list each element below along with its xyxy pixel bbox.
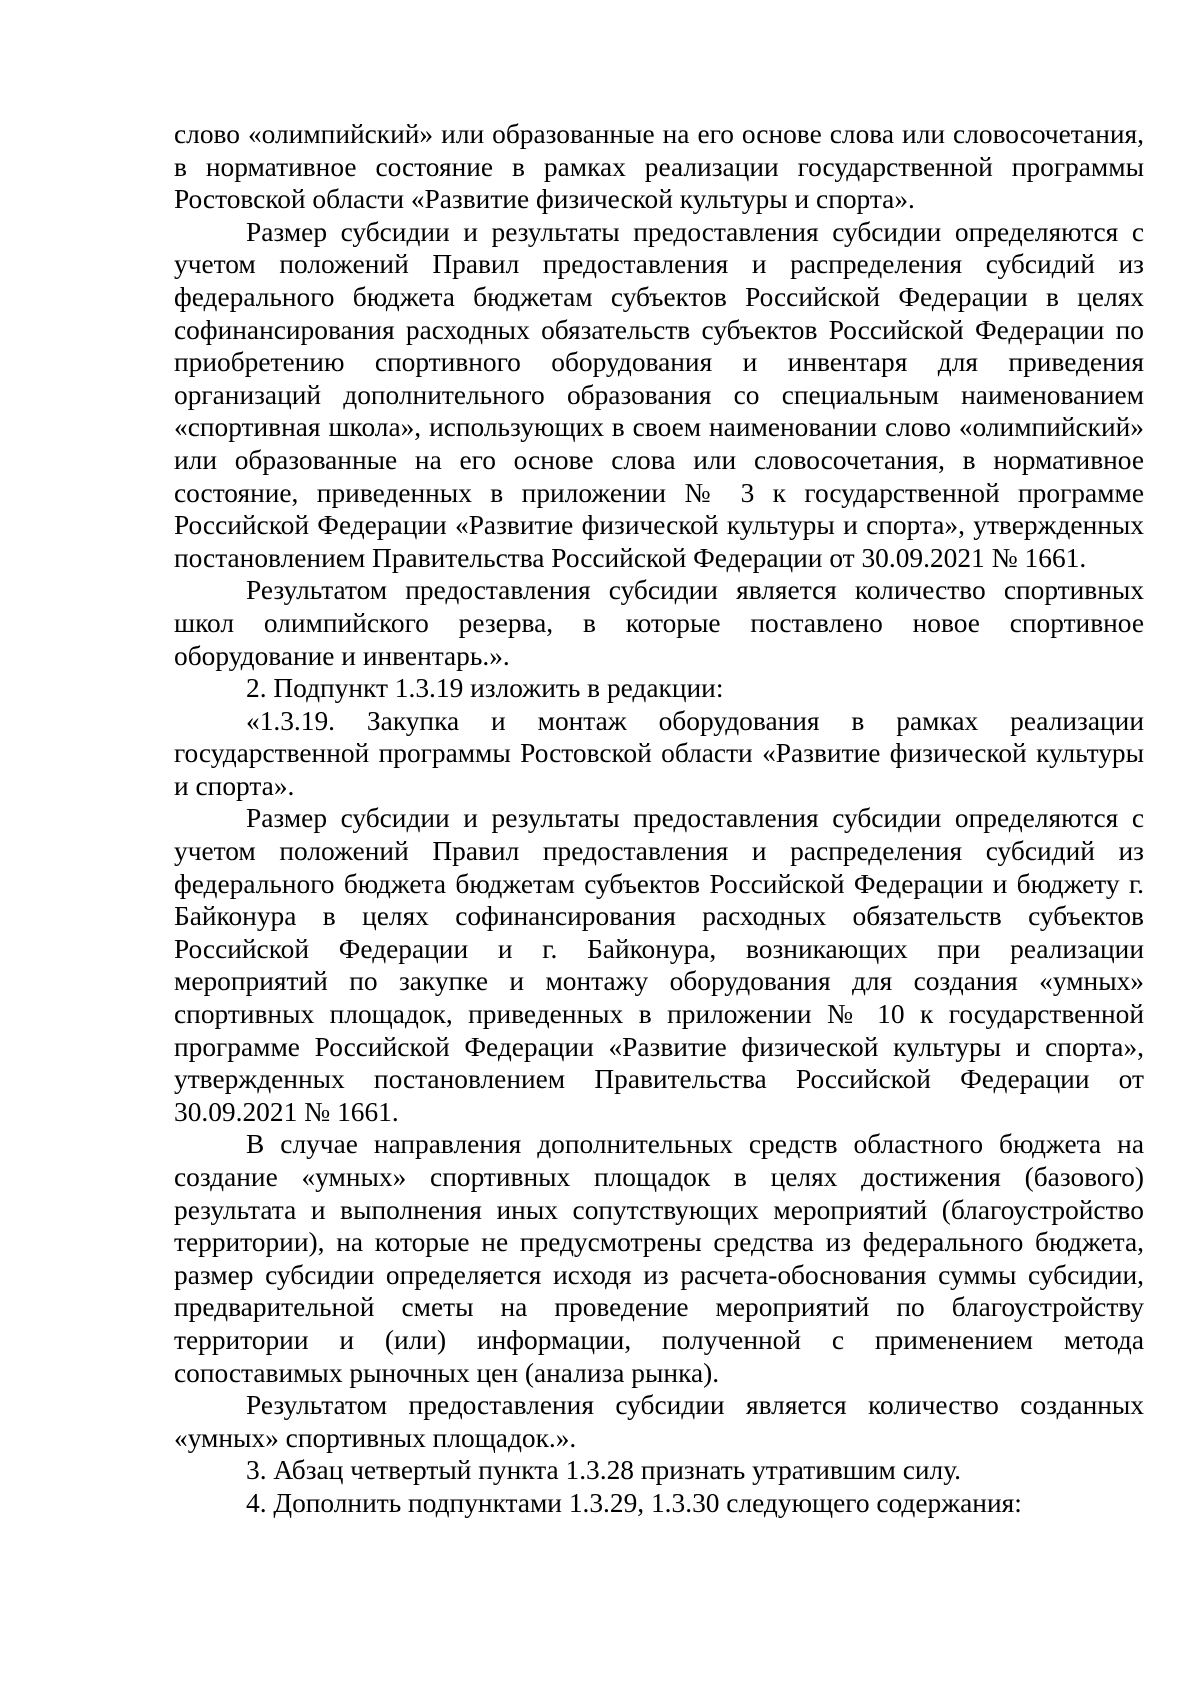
paragraph-2: Размер субсидии и результаты предоставления субсидии определяются с учетом положений Правил предоставления и распределения субсидий из федерального бюджета бюджетам субъектов Российской Федерации в целях софинансирования расходных обязательств субъектов Российской Федерации по приобретению спортивного оборудования и инвентаря для приведения организаций дополнительного образования со специальным наименованием «спортивная школа», использующих в своем наименовании слово «олимпийский» или образованные на его основе слова или словосочетания, в нормативное состояние, приведенных в приложении № 3 к государственной программе Российской Федерации «Развитие физической культуры и спорта», утвержденных постановлением Правительства Российской Федерации от 30.09.2021 № 1661.	[174, 216, 1144, 573]
paragraph-10: 4. Дополнить подпунктами 1.3.29, 1.3.30 следующего содержания:	[246, 1487, 1022, 1518]
paragraph-9: 3. Абзац четвертый пункта 1.3.28 признать утратившим силу.	[246, 1455, 962, 1486]
paragraph-5: «1.3.19. Закупка и монтаж оборудования в рамках реализации государственной программы Ростовской области «Развитие физической культуры и спорта».	[174, 705, 1144, 801]
paragraph-7: В случае направления дополнительных средств областного бюджета на создание «умных» спортивных площадок в целях достижения (базового) результата и выполнения иных сопутствующих мероприятий (благоустройство территории), на которые не предусмотрены средства из федерального бюджета, размер субсидии определяется исходя из расчета-обоснования суммы субсидии, предварительной сметы на проведение мероприятий по благоустройству территории и (или) информации, полученной с применением метода сопоставимых рыночных цен (анализа рынка).	[174, 1129, 1144, 1388]
paragraph-6: Размер субсидии и результаты предоставления субсидии определяются с учетом положений Правил предоставления и распределения субсидий из федерального бюджета бюджетам субъектов Российской Федерации и бюджету г. Байконура в целях софинансирования расходных обязательств субъектов Российской Федерации и г. Байконура, возникающих при реализации мероприятий по закупке и монтажу оборудования для создания «умных» спортивных площадок, приведенных в приложении № 10 к государственной программе Российской Федерации «Развитие физической культуры и спорта», утвержденных постановлением Правительства Российской Федерации от 30.09.2021 № 1661.	[174, 803, 1144, 1127]
paragraph-3: Результатом предоставления субсидии является количество спортивных школ олимпийского резерва, в которые поставлено новое спортивное оборудование и инвентарь.».	[174, 575, 1144, 671]
paragraph-1: слово «олимпийский» или образованные на его основе слова или словосочетания, в нормативное состояние в рамках реализации государственной программы Ростовской области «Развитие физической культуры и спорта».	[174, 119, 1144, 215]
paragraph-8: Результатом предоставления субсидии является количество созданных «умных» спортивных площадок.».	[174, 1390, 1144, 1453]
document-body	[174, 118, 1144, 1520]
paragraph-4: 2. Подпункт 1.3.19 изложить в редакции:	[246, 673, 724, 704]
